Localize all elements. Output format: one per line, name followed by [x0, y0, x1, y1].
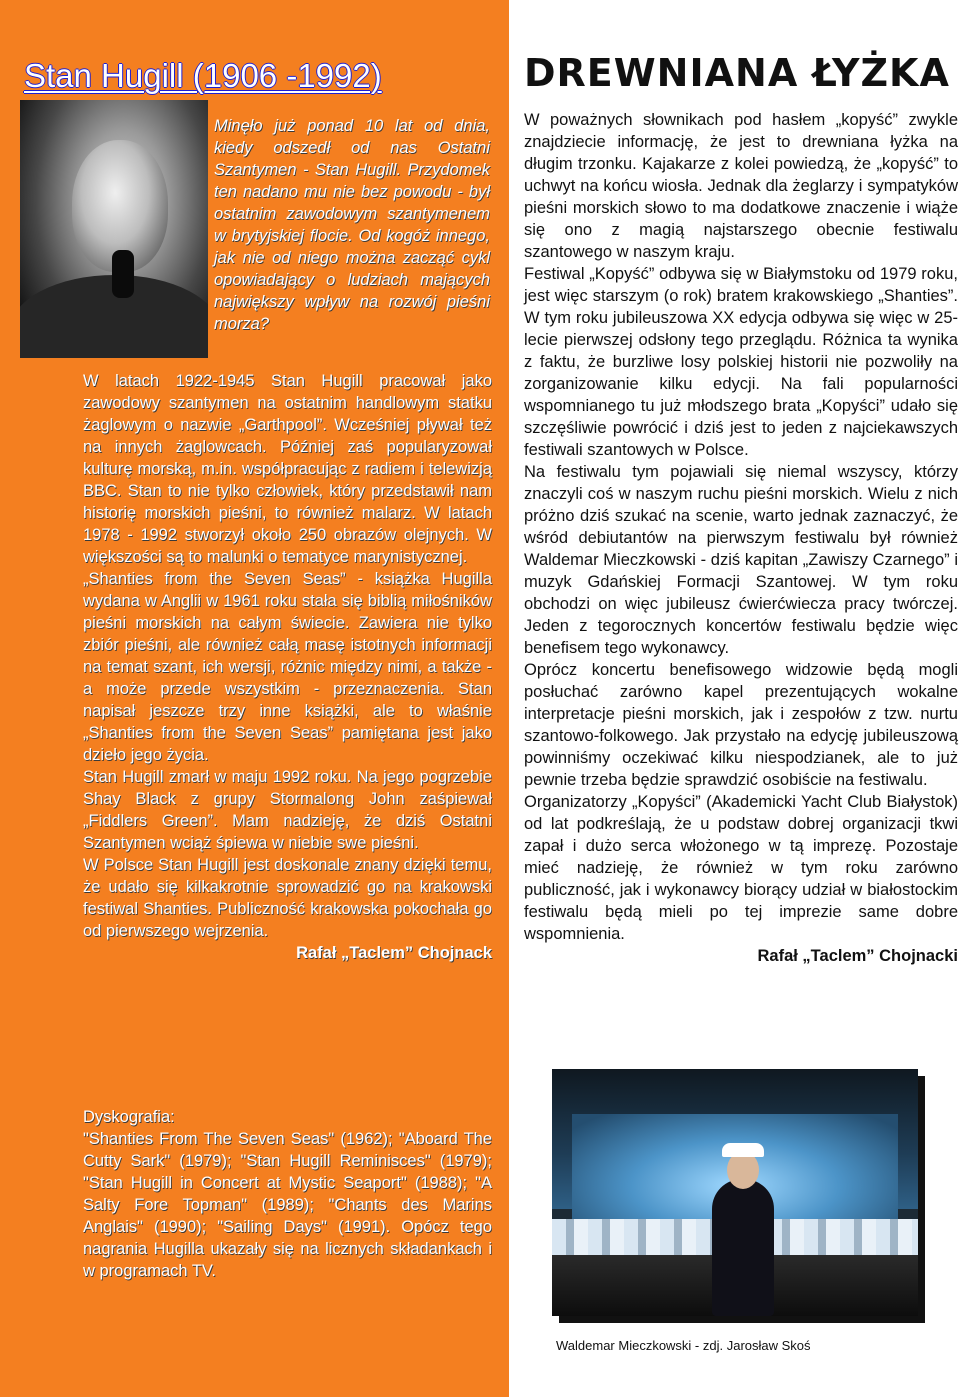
photo-caption: Waldemar Mieczkowski - zdj. Jarosław Skoś	[556, 1338, 811, 1353]
discography	[83, 1106, 492, 1282]
right-paragraph: Oprócz koncertu benefisowego widzowie będą mogli posłuchać zarówno kapel prezentujących wokalne interpretacje pieśni morskich, jak i zespołów z tzw. nurtu szantowo-folkowego. Jak przystało na edycję jubileuszową powinniśmy oczekiwać kilku niespodzianek, ale to już pewnie trzeba będzie sprawdzić osobiście na festiwalu.	[524, 661, 958, 789]
photo-captain-cap	[722, 1143, 764, 1157]
left-paragraph: W latach 1922-1945 Stan Hugill pracował jako zawodowy szantymen na ostatnim handlowym statku żaglowym o nazwie „Garthpool”. Wcześniej pływał też na innych żaglowcach. Później zaś popularyzował kulturę morską, m.in. współpracując z radiem i telewizją BBC. Stan to nie tylko człowiek, który przedstawił nam historię morskich pieśni, to również malarz. W latach 1978 - 1992 stworzył około 250 obrazów olejnych. W większości są to malunki o tematyce marynistycznej.	[83, 372, 492, 566]
left-article-body	[83, 370, 492, 964]
left-paragraph: „Shanties from the Seven Seas” - książka Hugilla wydana w Anglii w 1961 roku stała się biblią miłośników pieśni morskich na całym świecie. Zawiera nie tylko zbiór pieśni, ale również całą masę istotnych informacji na temat szant, ich wersji, różnic między nimi, a także - a może przede wszystkim - przeznaczenia. Stan napisał jeszcze trzy inne książki, ale to właśnie „Shanties from the Seven Seas” pamiętana jest jako dzieło jego życia.	[83, 570, 492, 764]
left-paragraph: W Polsce Stan Hugill jest doskonale znany dzięki temu, że udało się kilkakrotnie sprowadzić go na krakowski festiwal Shanties. Publiczność krakowska pokochała go od pierwszego wejrzenia.	[83, 856, 492, 940]
concert-photo	[552, 1069, 918, 1316]
article-title-drewniana-lyzka: DREWNIANA ŁYŻKA	[524, 51, 950, 95]
intro-lead: Minęło już ponad 10 lat od dnia, kiedy odszedł od nas Ostatni Szantymen - Stan Hugill. Przydomek ten nadano mu nie bez powodu - był ostatnim zawodowym szantymenem w brytyjskiej flocie. Od kogóż innego, jak nie od niego można zacząć cykl opowiadający o ludziach mających największy wpływ na rozwój pieśni morza?	[214, 117, 490, 333]
left-paragraph: Stan Hugill zmarł w maju 1992 roku. Na jego pogrzebie Shay Black z grupy Stormalong John zaśpiewał „Fiddlers Green”. Mam nadzieję, że dziś Ostatni Szantymen wciąż śpiewa w niebie swe pieśni.	[83, 768, 492, 852]
right-paragraph: W poważnych słownikach pod hasłem „kopyść” zwykle znajdziecie informację, że jest to drewniana łyżka na długim trzonku. Kajakarze z kolei powiedzą, że „kopyść” to uchwyt na końcu wiosła. Jednak dla żeglarzy i sympatyków pieśni morskich słowo to ma dodatkowe znaczenie i wiąże się ono z magią najstarszego obecnie festiwalu szantowego w naszym kraju.	[524, 111, 958, 261]
right-author-signature: Rafał „Taclem” Chojnacki	[757, 947, 958, 965]
left-author-signature: Rafał „Taclem” Chojnack	[296, 944, 492, 962]
article-title-stan-hugill: Stan Hugill (1906 -1992)	[24, 57, 382, 94]
right-paragraph: Na festiwalu tym pojawiali się niemal wszyscy, którzy znaczyli coś w naszym ruchu pieśni morskich. Wielu z nich próżno dziś szukać na scenie, warto jednak zaznaczyć, że wśród debiutantów na pierwszym festiwalu był również Waldemar Mieczkowski - dziś kapitan „Zawiszy Czarnego” i muzyk Gdańskiej Formacji Szantowej. W tym roku obchodzi on więc jubileusz ćwierćwiecza pracy twórczej. Jeden z tegorocznych koncertów festiwalu będzie więc benefisem tego wykonawcy.	[524, 463, 958, 657]
photo-pipe	[112, 250, 134, 298]
right-paragraph: Festiwal „Kopyść” odbywa się w Białymstoku od 1979 roku, jest więc starszym (o rok) bratem krakowskiego „Shanties”. W tym roku jubileuszowa XX edycja odbywa się więc w 25-lecie pierwszej odsłony tego przeglądu. Różnica ta wynika z faktu, że burzliwe losy polskiej historii nie pozwoliły na zorganizowanie kilku edycji. Na fali popularności wspomnianego tu już młodszego brata „Kopyści” udało się szczęśliwie powrócić i dziś jest to jeden z najciekawszych festiwali szantowych w Polsce.	[524, 265, 958, 459]
photo-performer	[712, 1179, 774, 1316]
discography-label: Dyskografia:	[83, 1108, 175, 1126]
right-paragraph: Organizatorzy „Kopyści” (Akademicki Yacht Club Białystok) od lat podkreślają, że u podstaw dobrej organizacji tkwi zapał i dużo serca włożonego w tą imprezę. Pozostaje mieć nadzieję, że również w tym roku zarówno publiczność, jak i wykonawcy biorący udział w białostockim festiwalu będą mieli po tej imprezie same dobre wspomnienia.	[524, 793, 958, 943]
discography-text: "Shanties From The Seven Seas" (1962); "Aboard The Cutty Sark" (1979); "Stan Hugill Reminisces" (1979); "Stan Hugill in Concert at Mystic Seaport" (1988); "A Salty Fore Topman" (1989); "Chants des Marins Anglais" (1990); "Sailing Days" (1991). Opócz tego nagrania Hugilla ukazały się na licznych składankach i w programach TV.	[83, 1130, 492, 1280]
stan-hugill-photo	[20, 100, 208, 358]
right-article-body	[524, 109, 958, 967]
